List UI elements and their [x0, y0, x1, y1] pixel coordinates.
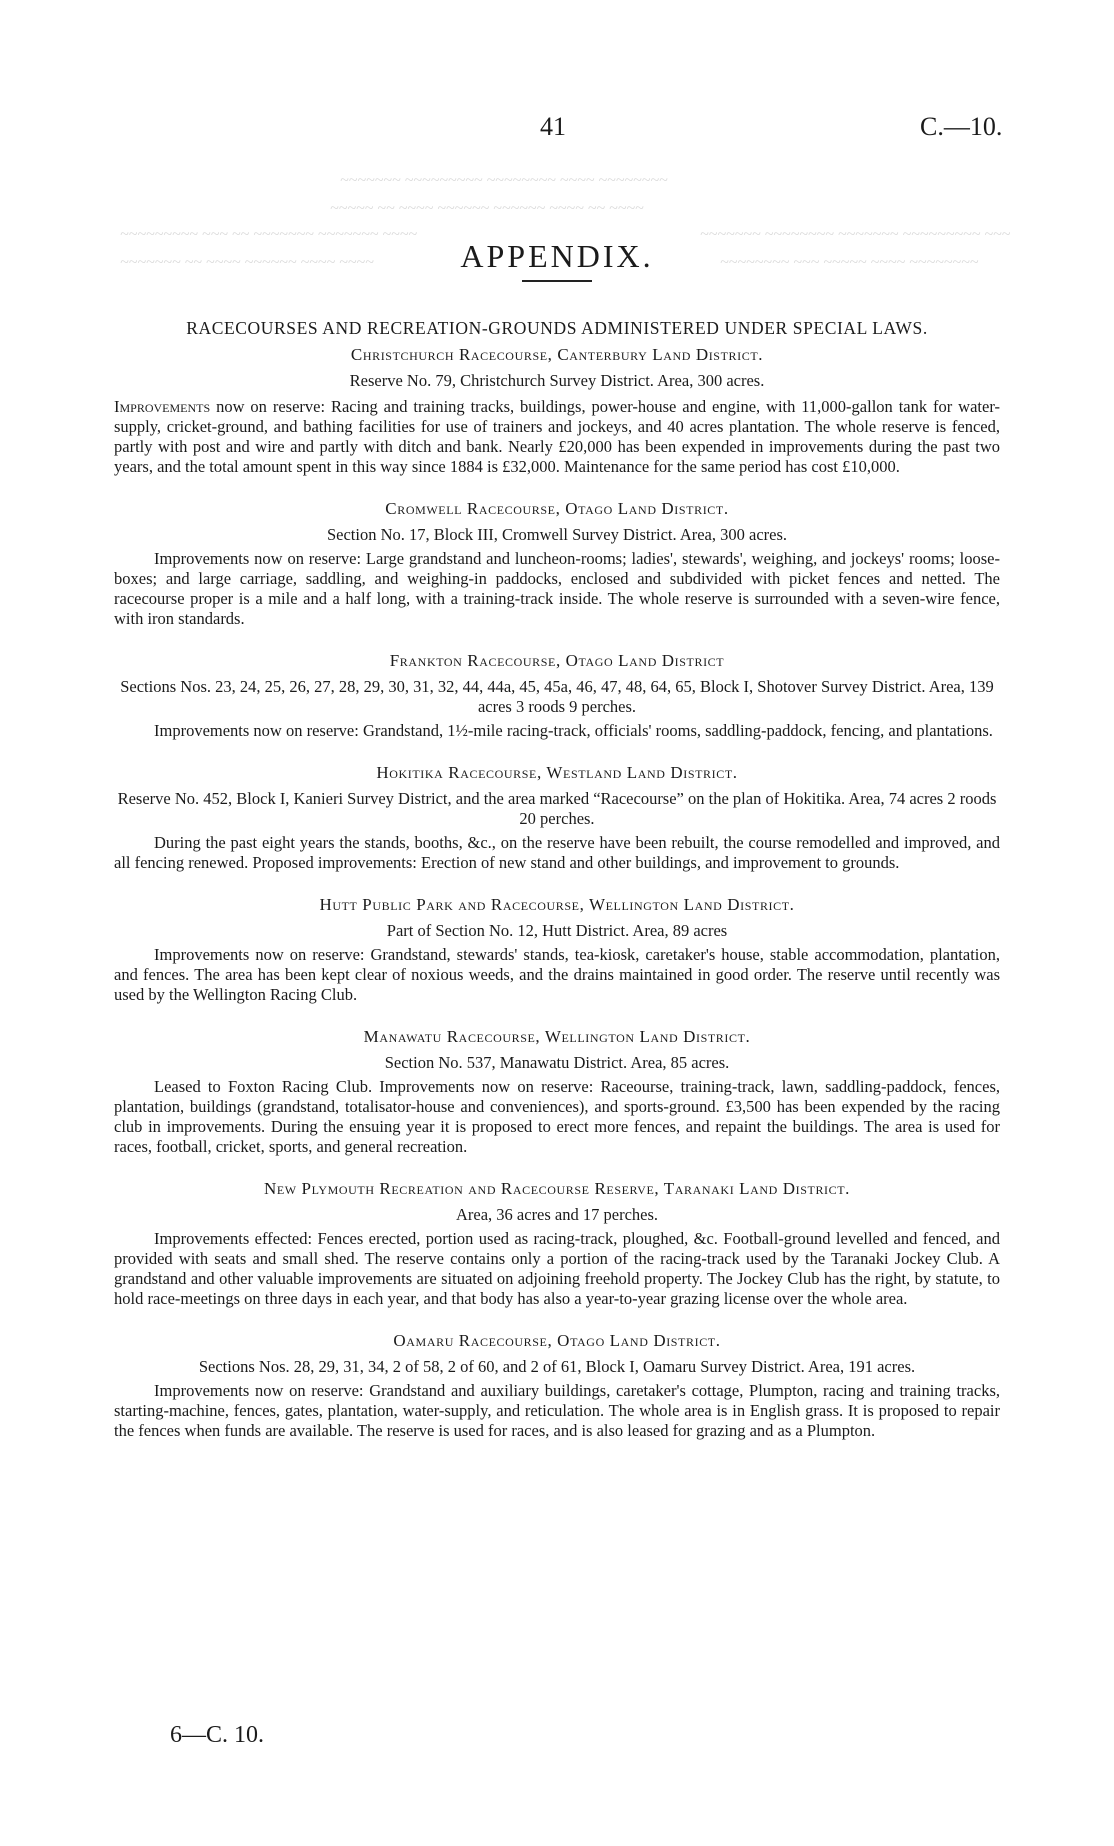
title-rule	[522, 280, 592, 282]
section-subheading: Section No. 17, Block III, Cromwell Survey District. Area, 300 acres.	[326, 525, 788, 544]
section-heading: Oamaru Racecourse, Otago Land District.	[393, 1331, 721, 1350]
section-new-plymouth	[114, 1179, 1000, 1309]
section-body: Improvements now on reserve: Grandstand, stewards' stands, tea-kiosk, caretaker's house, stable accommodation, plantation, and fences. The area has been kept clear of noxious weeds, and the drains maintained in good order. The reserve until recently was used by the Wellington Racing Club.	[114, 945, 1000, 1004]
section-body: Improvements now on reserve: Grandstand, 1½-mile racing-track, officials' rooms, saddling-paddock, fencing, and plantations.	[154, 721, 993, 740]
main-heading: RACECOURSES AND RECREATION-GROUNDS ADMINISTERED UNDER SPECIAL LAWS.	[186, 318, 928, 338]
section-subheading: Sections Nos. 28, 29, 31, 34, 2 of 58, 2 of 60, and 2 of 61, Block I, Oamaru Survey District. Area, 191 acres.	[198, 1357, 916, 1376]
section-frankton	[114, 651, 1000, 741]
section-body-text: now on reserve: Racing and training tracks, buildings, power-house and engine, with 11,000-gallon tank for water-supply, cricket-ground, and bathing facilities for use of trainers and jockeys, and 40 acres plantation. The whole reserve is fenced, partly with post and wire and partly with ditch and bank. Nearly £20,000 has been expended in improvements during the past two years, and the total amount spent in this way since 1884 is £32,000. Maintenance for the same period has cost £10,000.	[114, 397, 1000, 476]
section-subheading: Part of Section No. 12, Hutt District. Area, 89 acres	[386, 921, 728, 940]
section-body: Leased to Foxton Racing Club. Improvements now on reserve: Raceourse, training-track, lawn, saddling-paddock, fences, plantation, buildings (grandstand, totalisator-house and conveniences), and sports-ground. £3,500 has been expended by the racing club in improvements. During the ensuing year it is proposed to erect more fences, and repaint the buildings. The area is used for races, football, cricket, sports, and general recreation.	[114, 1077, 1000, 1156]
appendix-title: APPENDIX.	[460, 238, 654, 274]
section-subheading: Reserve No. 79, Christchurch Survey District. Area, 300 acres.	[349, 371, 765, 390]
section-heading: Frankton Racecourse, Otago Land District	[389, 651, 725, 670]
page-number: 41	[540, 112, 566, 141]
section-lead: Improvements	[114, 397, 211, 416]
section-oamaru	[114, 1331, 1000, 1441]
document-code: C.—10.	[920, 112, 1003, 141]
section-heading: Hokitika Racecourse, Westland Land District.	[376, 763, 738, 782]
bleed-through-artifact: ~~~~~~~ ~~ ~~~~ ~~~~~~ ~~~~ ~~~~	[120, 254, 374, 271]
bleed-through-artifact: ~~~~~~~~ ~~~ ~~~~~ ~~~~ ~~~~~~~~	[720, 254, 979, 271]
section-body	[114, 397, 1000, 477]
bleed-through-artifact: ~~~~~ ~~ ~~~~ ~~~~~~ ~~~~~~ ~~~~ ~~ ~~~~	[330, 200, 644, 217]
section-heading: Christchurch Racecourse, Canterbury Land District.	[350, 345, 764, 364]
section-subheading: Section No. 537, Manawatu District. Area, 85 acres.	[384, 1053, 730, 1072]
section-hutt	[114, 895, 1000, 1005]
section-subheading: Sections Nos. 23, 24, 25, 26, 27, 28, 29, 30, 31, 32, 44, 44a, 45, 45a, 46, 47, 48, 64, 65, Block I, Shotover Survey District. Area, 139 acres 3 roods 9 perches.	[120, 677, 994, 716]
section-hokitika	[114, 763, 1000, 873]
section-body: Improvements now on reserve: Grandstand and auxiliary buildings, caretaker's cottage, Plumpton, racing and training tracks, starting-machine, fences, gates, plantation, water-supply, and reticulation. The whole area is in English grass. It is proposed to repair the fences when funds are available. The reserve is used for races, and is also leased for grazing and as a Plumpton.	[114, 1381, 1000, 1440]
section-heading: Hutt Public Park and Racecourse, Wellington Land District.	[319, 895, 795, 914]
sections-container	[114, 345, 1000, 1463]
section-body: During the past eight years the stands, booths, &c., on the reserve have been rebuilt, the course remodelled and improved, and all fencing renewed. Proposed improvements: Erection of new stand and other buildings, and improvement to grounds.	[114, 833, 1000, 872]
section-subheading: Reserve No. 452, Block I, Kanieri Survey District, and the area marked “Racecourse” on the plan of Hokitika. Area, 74 acres 2 roods 20 perches.	[117, 789, 997, 828]
section-heading: Cromwell Racecourse, Otago Land District.	[385, 499, 729, 518]
section-subheading: Area, 36 acres and 17 perches.	[455, 1205, 659, 1224]
section-body: Improvements effected: Fences erected, portion used as racing-track, ploughed, &c. Football-ground levelled and fenced, and provided with seats and small shed. The reserve contains only a portion of the racing-track used by the Taranaki Jockey Club. A grandstand and other valuable improvements are situated on adjoining freehold property. The Jockey Club has the right, by statute, to hold race-meetings on three days in each year, and that body has also a year-to-year grazing license over the whole area.	[114, 1229, 1000, 1308]
footer-signature: 6—C. 10.	[170, 1722, 265, 1748]
section-manawatu	[114, 1027, 1000, 1157]
section-christchurch	[114, 345, 1000, 477]
bleed-through-artifact: ~~~~~~~ ~~~~~~~~~ ~~~~~~~~ ~~~~ ~~~~~~~~	[340, 172, 668, 189]
bleed-through-artifact: ~~~~~~~~~ ~~~ ~~ ~~~~~~~ ~~~~~~~ ~~~~	[120, 226, 417, 243]
bleed-through-artifact: ~~~~~~~ ~~~~~~~~ ~~~~~~~ ~~~~~~~~~ ~~~	[700, 226, 1011, 243]
section-heading: New Plymouth Recreation and Racecourse Reserve, Taranaki Land District.	[263, 1179, 851, 1198]
section-heading: Manawatu Racecourse, Wellington Land District.	[363, 1027, 751, 1046]
section-cromwell	[114, 499, 1000, 629]
section-body: Improvements now on reserve: Large grandstand and luncheon-rooms; ladies', stewards', weighing, and jockeys' rooms; loose-boxes; and large carriage, saddling, and weighing-in paddocks, enclosed and subdivided with picket fences and netted. The racecourse proper is a mile and a half long, with a training-track inside. The whole reserve is surrounded with a seven-wire fence, with iron standards.	[114, 549, 1000, 628]
